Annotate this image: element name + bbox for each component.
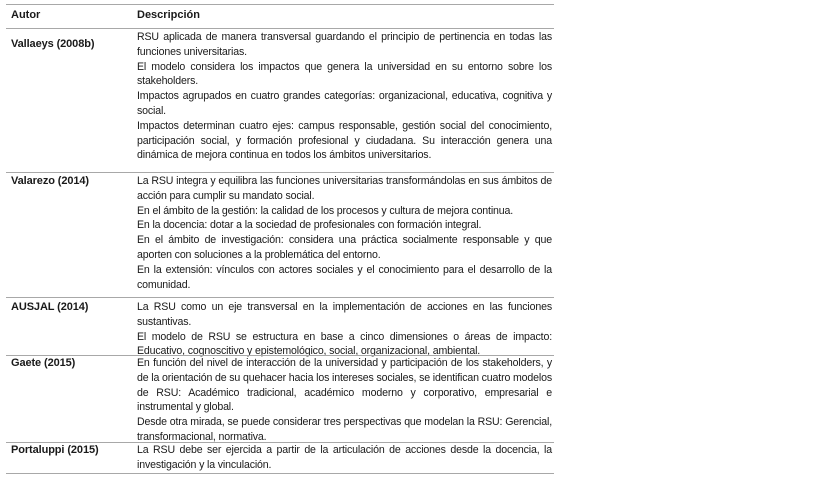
header-author: Autor [11, 9, 41, 21]
description-paragraph: La RSU integra y equilibra las funciones universitarias transformándolas en sus ámbitos de acción para cumplir su mandato social. [137, 175, 552, 202]
row-description-valarezo [137, 174, 552, 292]
row-author-gaete: Gaete (2015) [11, 357, 76, 369]
description-paragraph: En la extensión: vínculos con actores sociales y el conocimiento para el desarrollo de la comunidad. [137, 263, 552, 291]
description-paragraph: En la docencia: dotar a la sociedad de profesionales con formación integral. [137, 219, 482, 232]
description-paragraph: El modelo considera los impactos que genera la universidad en su entorno sobre los stakeholders. [137, 60, 552, 88]
header-description: Descripción [137, 9, 200, 21]
description-paragraph: El modelo de RSU se estructura en base a cinco dimensiones o áreas de impacto: Educativo, cognoscitivo y epistemológico, social, organizacional, ambiental. [137, 330, 552, 358]
row-description-gaete [137, 356, 552, 445]
description-paragraph: Impactos agrupados en cuatro grandes categorías: organizacional, educativa, cognitiva y social. [137, 90, 552, 117]
row-description-portaluppi [137, 443, 552, 473]
row-author-vallaeys: Vallaeys (2008b) [11, 38, 95, 50]
description-paragraph: RSU aplicada de manera transversal guardando el principio de pertinencia en todas las funciones universitarias. [137, 31, 552, 58]
row-author-portaluppi: Portaluppi (2015) [11, 444, 99, 456]
description-paragraph: En el ámbito de investigación: considera una práctica socialmente responsable y que aporten con soluciones a la problemática del entorno. [137, 234, 552, 261]
description-paragraph: La RSU como un eje transversal en la implementación de acciones en las funciones sustantivas. [137, 301, 552, 328]
row-author-ausjal: AUSJAL (2014) [11, 301, 89, 313]
table-top-border [6, 4, 554, 5]
description-paragraph: Desde otra mirada, se puede considerar tres perspectivas que modelan la RSU: Gerencial, transformacional, normativa. [137, 416, 552, 443]
table-bottom-border [6, 473, 554, 474]
row-description-ausjal [137, 300, 552, 359]
description-paragraph: La RSU debe ser ejercida a partir de la articulación de acciones desde la docencia, la investigación y la vinculación. [137, 444, 552, 471]
row-divider [6, 297, 554, 298]
header-divider [6, 28, 554, 29]
row-description-vallaeys [137, 30, 552, 163]
description-paragraph: En función del nivel de interacción de la universidad y participación de los stakeholders, y de la orientación de su quehacer hacia los intereses sociales, se identifican cuatro modelos de RSU: Académico tradicional, académico moderno y corporativo, empresarial e instrumental y global. [137, 357, 552, 414]
row-divider [6, 172, 554, 173]
row-author-valarezo: Valarezo (2014) [11, 175, 89, 187]
description-paragraph: Impactos determinan cuatro ejes: campus responsable, gestión social del conocimiento, participación social, y formación profesional y ciudadana. Su interacción genera una dinámica de mejora continua en todos los ámbitos universitarios. [137, 119, 552, 162]
description-paragraph: En el ámbito de la gestión: la calidad de los procesos y cultura de mejora continua. [137, 204, 514, 217]
